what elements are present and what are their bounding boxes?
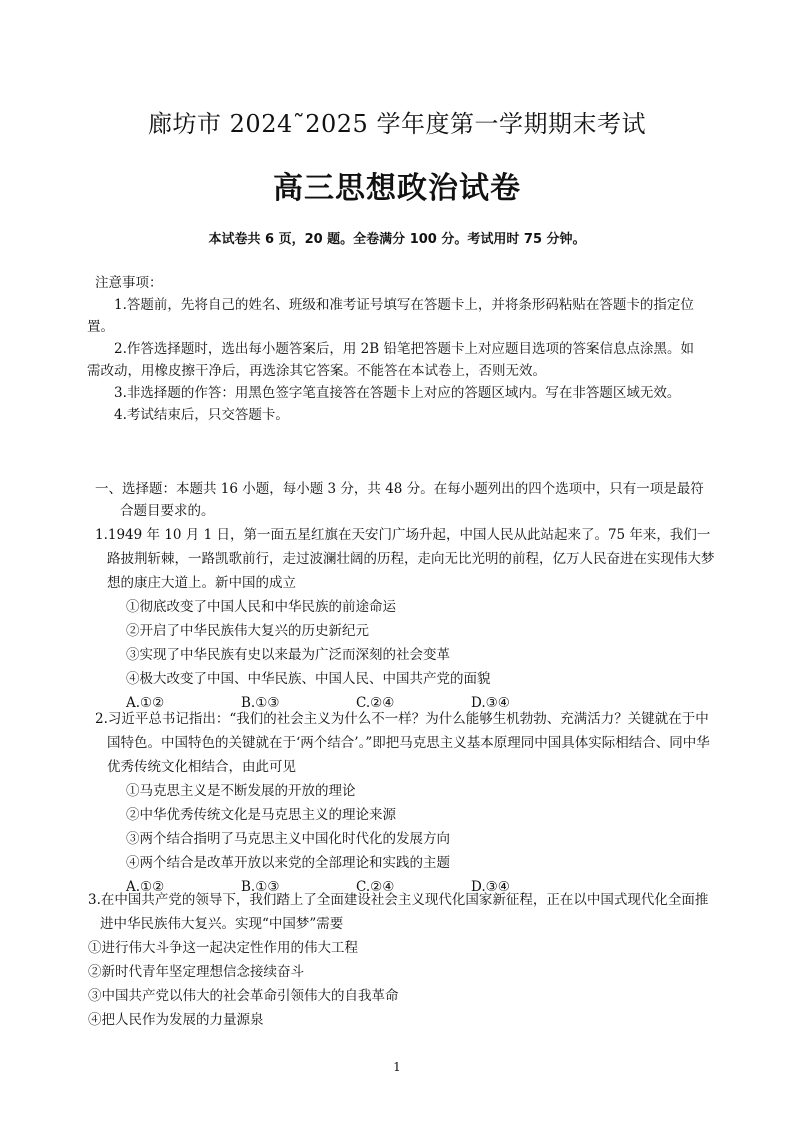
choice-b: B.①③ (241, 695, 280, 711)
page-number: 1 (393, 1060, 401, 1074)
choice-d: D.③④ (471, 695, 510, 711)
choice-a: A.①② (126, 879, 165, 895)
section-heading: 一、选择题：本题共 16 小题，每小题 3 分，共 48 分。在每小题列出的四个选项中，只有一项是最符合题目要求的。 (95, 481, 704, 519)
exam-meta: 本试卷共 6 页，20 题。全卷满分 100 分。考试用时 75 分钟。 (208, 232, 586, 247)
question-option: ①彻底改变了中国人民和中华民族的前途命运 (126, 599, 396, 615)
notice-block (87, 272, 707, 426)
question-option: ④把人民作为发展的力量源泉 (88, 1012, 264, 1028)
notice-heading: 注意事项： (95, 275, 163, 291)
question-stem: 3.在中国共产党的领导下，我们踏上了全面建设社会主义现代化国家新征程，正在以中国式现代化全面推进中华民族伟大复兴。实现“中国梦”需要 (88, 892, 709, 932)
question-stem: 1.1949 年 10 月 1 日，第一面五星红旗在天安门广场升起，中国人民从此站起来了。75 年来，我们一路披荆斩棘，一路凯歌前行，走过波澜壮阔的历程，走向无比光明的前程，亿万人民奋进在实现伟大梦想的康庄大道上。新中国的成立 (95, 527, 715, 591)
question-stem: 2.习近平总书记指出：“我们的社会主义为什么不一样？为什么能够生机勃勃、充满活力？关键就在于中国特色。中国特色的关键就在于‘两个结合’。”即把马克思主义基本原理同中国具体实际相结合、同中华优秀传统文化相结合，由此可见 (95, 711, 710, 775)
question-2 (95, 707, 715, 899)
choice-c: C.②④ (356, 695, 395, 711)
choice-d: D.③④ (471, 879, 510, 895)
exam-title: 廊坊市 2024˜2025 学年度第一学期期末考试 (148, 110, 646, 138)
question-option: ②中华优秀传统文化是马克思主义的理论来源 (126, 807, 396, 823)
question-option: ④两个结合是改革开放以来党的全部理论和实践的主题 (126, 855, 450, 871)
question-option: ①马克思主义是不断发展的开放的理论 (126, 783, 356, 799)
question-option: ④极大改变了中国、中华民族、中国人民、中国共产党的面貌 (126, 671, 491, 687)
section-heading-block (95, 478, 715, 522)
question-3 (88, 888, 718, 1032)
question-1 (95, 523, 715, 715)
choice-b: B.①③ (241, 879, 280, 895)
choice-c: C.②④ (356, 879, 395, 895)
question-option: ③两个结合指明了马克思主义中国化时代化的发展方向 (126, 831, 450, 847)
question-option: ③实现了中华民族有史以来最为广泛而深刻的社会变革 (126, 647, 450, 663)
question-option: ②新时代青年坚定理想信念接续奋斗 (88, 964, 304, 980)
question-option: ②开启了中华民族伟大复兴的历史新纪元 (126, 623, 369, 639)
notice-item: 3.非选择题的作答：用黑色签字笔直接答在答题卡上对应的答题区域内。写在非答题区域无效。 (114, 385, 681, 401)
notice-item: 1.答题前，先将自己的姓名、班级和准考证号填写在答题卡上，并将条形码粘贴在答题卡的指定位置。 (87, 297, 694, 335)
notice-item: 2.作答选择题时，选出每小题答案后，用 2B 铅笔把答题卡上对应题目选项的答案信息点涂黑。如需改动，用橡皮擦干净后，再选涂其它答案。不能答在本试卷上，否则无效。 (87, 341, 694, 379)
exam-subtitle: 高三思想政治试卷 (273, 171, 521, 206)
notice-item: 4.考试结束后，只交答题卡。 (114, 407, 289, 423)
question-option: ①进行伟大斗争这一起决定性作用的伟大工程 (88, 940, 358, 956)
question-option: ③中国共产党以伟大的社会革命引领伟大的自我革命 (88, 988, 399, 1004)
choice-a: A.①② (126, 695, 165, 711)
